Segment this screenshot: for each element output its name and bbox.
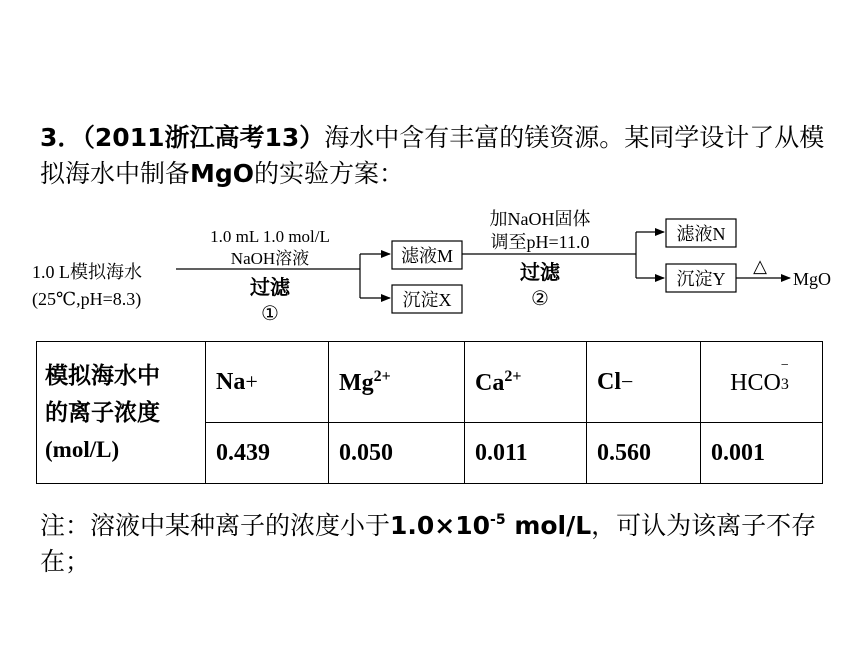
note-value: 1.0×10 — [390, 511, 491, 540]
ion-symbol: Mg — [339, 369, 374, 396]
ion-charge-stack — [780, 357, 793, 394]
note-suffix: ，可认为该离子不存在； — [40, 511, 817, 576]
ion-header-na — [206, 342, 329, 423]
flow-step1-label: 过滤 — [250, 277, 290, 299]
note-unit: mol/L — [505, 511, 592, 540]
note-prefix: 注：溶液中某种离子的浓度小于 — [40, 511, 391, 540]
ion-symbol: Cl — [597, 368, 621, 395]
heat-symbol: △ — [753, 256, 767, 276]
table-row-label-line2: 的离子浓度 — [45, 399, 160, 426]
flow-reagent2-line2: 调至pH=11.0 — [490, 232, 590, 252]
flow-reagent1-line2: NaOH溶液 — [230, 249, 310, 268]
value-ca: 0.011 — [465, 423, 587, 484]
ion-charge: − — [780, 357, 789, 373]
ion-charge: − — [621, 368, 634, 394]
question-text — [40, 120, 830, 192]
ion-charge: 2+ — [504, 367, 522, 385]
value-mg: 0.050 — [329, 423, 465, 484]
ion-header-hco3 — [701, 342, 823, 423]
box-filtrate-n-label: 滤液N — [676, 224, 726, 244]
ion-symbol: Ca — [475, 369, 505, 396]
value-na: 0.439 — [206, 423, 329, 484]
note-exponent: -5 — [490, 512, 506, 528]
box-precip-x-label: 沉淀X — [402, 290, 452, 310]
question-compound: MgO — [190, 159, 255, 188]
ion-header-cl — [587, 342, 701, 423]
flow-step2-number: ② — [531, 288, 549, 310]
table-row-label — [37, 342, 206, 484]
question-source: （2011浙江高考13） — [82, 123, 325, 152]
question-body-1: 海水中含有丰富的镁资源。某同学设计了从模拟海水中制备 — [40, 123, 825, 188]
flow-start-line1: 1.0 L模拟海水 — [32, 262, 142, 282]
ion-concentration-table — [36, 341, 823, 484]
table-row-label-line3: (mol/L) — [45, 437, 120, 462]
value-hco3: 0.001 — [701, 423, 823, 484]
flow-step2-label: 过滤 — [520, 262, 560, 284]
question-body-2: 的实验方案： — [254, 159, 405, 188]
table-row-label-line1: 模拟海水中 — [45, 362, 160, 389]
ion-header-ca — [465, 342, 587, 423]
note-text — [40, 502, 830, 580]
question-number: 3． — [40, 123, 83, 152]
ion-charge: 2+ — [373, 367, 391, 385]
ion-charge: + — [245, 368, 258, 394]
flow-product: MgO — [793, 269, 832, 289]
flow-reagent2-line1: 加NaOH固体 — [489, 209, 591, 229]
flow-step1-number: ① — [261, 303, 279, 325]
flow-start-line2: (25℃,pH=8.3) — [32, 289, 142, 309]
table-header-row — [37, 342, 823, 423]
ion-symbol: HCO — [730, 369, 781, 396]
box-precip-y-label: 沉淀Y — [676, 269, 726, 289]
ion-subscript: 3 — [780, 375, 789, 393]
value-cl: 0.560 — [587, 423, 701, 484]
ion-header-mg — [329, 342, 465, 423]
box-filtrate-m-label: 滤液M — [400, 246, 454, 266]
ion-symbol: Na — [216, 368, 246, 395]
experiment-flowchart — [0, 200, 860, 330]
flow-reagent1-line1: 1.0 mL 1.0 mol/L — [210, 227, 330, 246]
